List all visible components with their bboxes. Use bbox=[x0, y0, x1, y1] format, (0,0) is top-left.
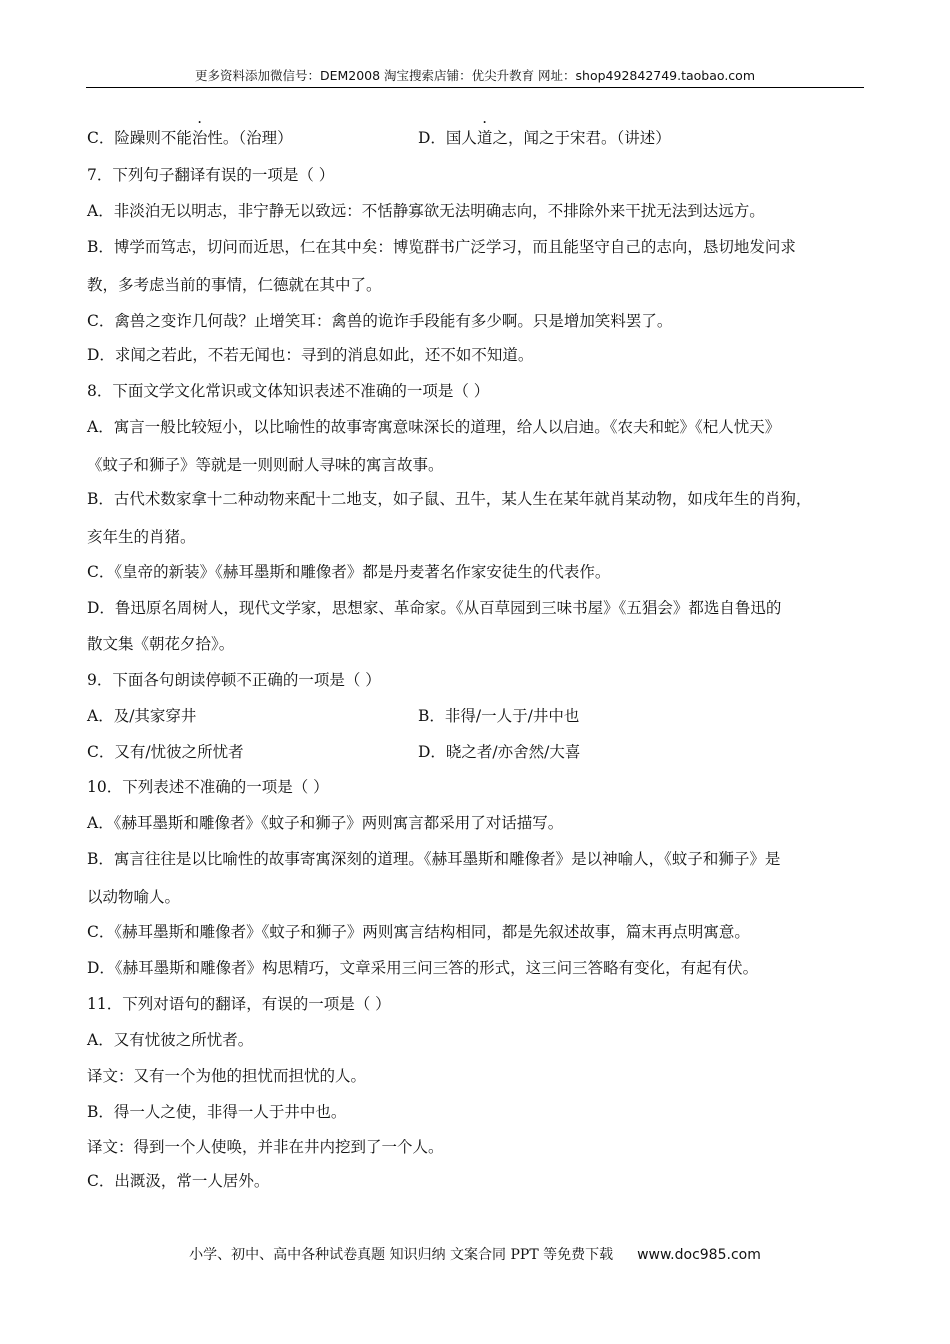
q6-c-dotted: 治 bbox=[191, 129, 208, 147]
q8-stem: 8．下面文学文化常识或文体知识表述不准确的一项是（ ） bbox=[87, 382, 490, 400]
q6-c-pre: C．险躁则不能 bbox=[87, 129, 192, 147]
q6-d-dotted: 道 bbox=[476, 129, 493, 147]
footer-text: 小学、初中、高中各种试卷真题 知识归纳 文案合同 PPT 等免费下载 bbox=[189, 1247, 614, 1263]
q6-c-post: 性。（治理） bbox=[207, 129, 293, 147]
q7-option-c: C．禽兽之变诈几何哉？止增笑耳：禽兽的诡诈手段能有多少啊。只是增加笑料罢了。 bbox=[87, 312, 673, 330]
q10-option-b-line2: 以动物喻人。 bbox=[87, 888, 181, 906]
page-header: 更多资料添加微信号：DEM2008 淘宝搜索店铺：优尖升教育 网址：shop492842749.taobao.com bbox=[194, 68, 756, 83]
q8-option-a-line1: A．寓言一般比较短小，以比喻性的故事寄寓意味深长的道理，给人以启迪。《农夫和蛇》《杞人忧天》 bbox=[87, 418, 781, 436]
q6-d-post: 之，闻之于宋君。（讲述） bbox=[492, 129, 671, 147]
q11-option-a: A．又有忧彼之所忧者。 bbox=[87, 1031, 254, 1049]
q9-option-b: B．非得/一人于/井中也 bbox=[418, 707, 580, 725]
q7-option-d: D．求闻之若此，不若无闻也：寻到的消息如此，还不如不知道。 bbox=[87, 346, 534, 364]
q6-d-pre: D．国人 bbox=[418, 129, 477, 147]
q10-stem: 10．下列表述不准确的一项是（ ） bbox=[87, 778, 329, 796]
q7-option-a: A．非淡泊无以明志，非宁静无以致远：不恬静寡欲无法明确志向，不排除外来干扰无法到达远方。 bbox=[87, 202, 765, 220]
q8-option-b-line1: B．古代术数家拿十二种动物来配十二地支，如子鼠、丑牛，某人生在某年就肖某动物，如戌年生的肖狗， bbox=[87, 490, 812, 508]
q10-option-b-line1: B．寓言往往是以比喻性的故事寄寓深刻的道理。《赫耳墨斯和雕像者》是以神喻人，《蚊子和狮子》是 bbox=[87, 850, 781, 868]
q9-option-c: C．又有/忧彼之所忧者 bbox=[87, 743, 244, 761]
q8-option-d-line2: 散文集《朝花夕拾》。 bbox=[87, 635, 235, 653]
q6-option-d bbox=[418, 128, 671, 148]
q8-option-d-line1: D．鲁迅原名周树人，现代文学家，思想家、革命家。《从百草园到三味书屋》《五猖会》都选自鲁迅的 bbox=[87, 599, 782, 617]
q10-option-d: D．《赫耳墨斯和雕像者》构思精巧，文章采用三问三答的形式，这三问三答略有变化，有起有伏。 bbox=[87, 959, 759, 977]
q10-option-c: C．《赫耳墨斯和雕像者》《蚊子和狮子》两则寓言结构相同，都是先叙述故事，篇末再点明寓意。 bbox=[87, 923, 750, 941]
q7-option-b-line1: B．博学而笃志，切问而近思，仁在其中矣：博览群书广泛学习，而且能坚守自己的志向，恳切地发问求 bbox=[87, 238, 796, 256]
q11-option-a-translation: 译文：又有一个为他的担忧而担忧的人。 bbox=[87, 1067, 367, 1085]
header-divider bbox=[86, 87, 864, 88]
q8-option-c: C．《皇帝的新装》《赫耳墨斯和雕像者》都是丹麦著名作家安徒生的代表作。 bbox=[87, 563, 611, 581]
footer-url[interactable]: www.doc985.com bbox=[637, 1247, 761, 1263]
q11-stem: 11．下列对语句的翻译，有误的一项是（ ） bbox=[87, 995, 391, 1013]
q11-option-b-translation: 译文：得到一个人使唤，并非在井内挖到了一个人。 bbox=[87, 1138, 444, 1156]
q7-option-b-line2: 教，多考虑当前的事情，仁德就在其中了。 bbox=[87, 276, 382, 294]
q11-option-b: B．得一人之使，非得一人于井中也。 bbox=[87, 1103, 347, 1121]
q9-stem: 9．下面各句朗读停顿不正确的一项是（ ） bbox=[87, 671, 381, 689]
q11-option-c: C．出溉汲，常一人居外。 bbox=[87, 1172, 270, 1190]
q8-option-a-line2: 《蚊子和狮子》等就是一则则耐人寻味的寓言故事。 bbox=[87, 456, 444, 474]
q8-option-b-line2: 亥年生的肖猪。 bbox=[87, 528, 196, 546]
q7-stem: 7．下列句子翻译有误的一项是（ ） bbox=[87, 166, 335, 184]
q9-option-a: A．及/其家穿井 bbox=[87, 707, 197, 725]
page-footer bbox=[0, 1244, 950, 1264]
q10-option-a: A．《赫耳墨斯和雕像者》《蚊子和狮子》两则寓言都采用了对话描写。 bbox=[87, 814, 564, 832]
q9-option-d: D．晓之者/亦舍然/大喜 bbox=[418, 743, 581, 761]
q6-option-c bbox=[87, 128, 293, 148]
